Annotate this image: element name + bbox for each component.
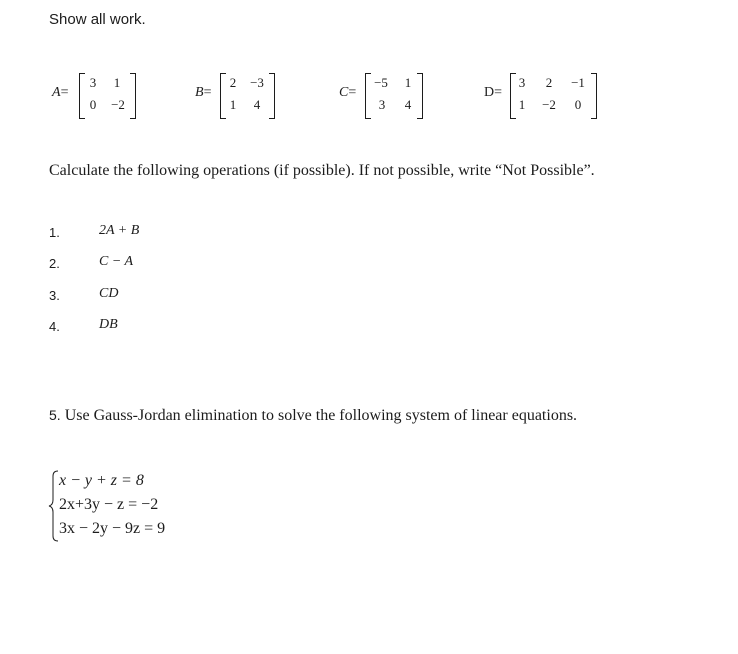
right-bracket	[591, 73, 597, 119]
matrix-a	[52, 73, 142, 117]
right-bracket	[417, 73, 423, 119]
right-bracket	[269, 73, 275, 119]
problem-number: 2.	[49, 256, 60, 271]
matrix-d-label: D=	[484, 85, 503, 100]
matrix-c	[339, 73, 439, 117]
matrix-c-label: C=	[339, 85, 357, 100]
problem-number: 5.	[49, 407, 61, 423]
problem-5	[49, 407, 577, 425]
matrix-cell: −2	[111, 97, 125, 112]
matrix-cell: 4	[253, 97, 261, 112]
matrix-cell: 3	[518, 75, 526, 90]
matrix-cell: 3	[89, 75, 97, 90]
problem-expression: DB	[99, 317, 118, 332]
equation-row: 3x − 2y − 9z = 9	[59, 520, 166, 537]
matrix-cell: 2	[545, 75, 553, 90]
matrix-cell: −5	[374, 75, 388, 90]
problem-expression: CD	[99, 286, 119, 301]
matrix-cell: 1	[404, 75, 412, 90]
matrix-cell: 4	[404, 97, 412, 112]
equation-row: x − y + z = 8	[59, 472, 144, 489]
matrix-cell: −3	[250, 75, 264, 90]
instruction-text: Show all work.	[49, 11, 146, 28]
matrix-cell: 3	[378, 97, 386, 112]
matrix-cell: 2	[229, 75, 237, 90]
matrix-a-label: A=	[52, 85, 69, 100]
problem-number: 3.	[49, 288, 60, 303]
right-bracket	[130, 73, 136, 119]
matrix-d	[484, 73, 604, 117]
matrix-cell: −1	[571, 75, 585, 90]
matrix-cell: 0	[89, 97, 97, 112]
equation-row: 2x+3y − z = −2	[59, 496, 159, 513]
problem-number: 4.	[49, 319, 60, 334]
matrix-b	[195, 73, 285, 117]
operations-prompt: Calculate the following operations (if possible). If not possible, write “Not Possible”.	[49, 162, 595, 179]
problem-5-text: Use Gauss-Jordan elimination to solve the following system of linear equations.	[64, 407, 578, 424]
problem-expression: 2A + B	[99, 223, 140, 238]
matrix-cell: −2	[542, 97, 556, 112]
matrix-cell: 1	[518, 97, 526, 112]
problem-number: 1.	[49, 225, 60, 240]
matrix-cell: 0	[574, 97, 582, 112]
matrix-b-label: B=	[195, 85, 212, 100]
matrix-cell: 1	[229, 97, 237, 112]
matrix-cell: 1	[113, 75, 121, 90]
problem-expression: C − A	[99, 254, 134, 269]
